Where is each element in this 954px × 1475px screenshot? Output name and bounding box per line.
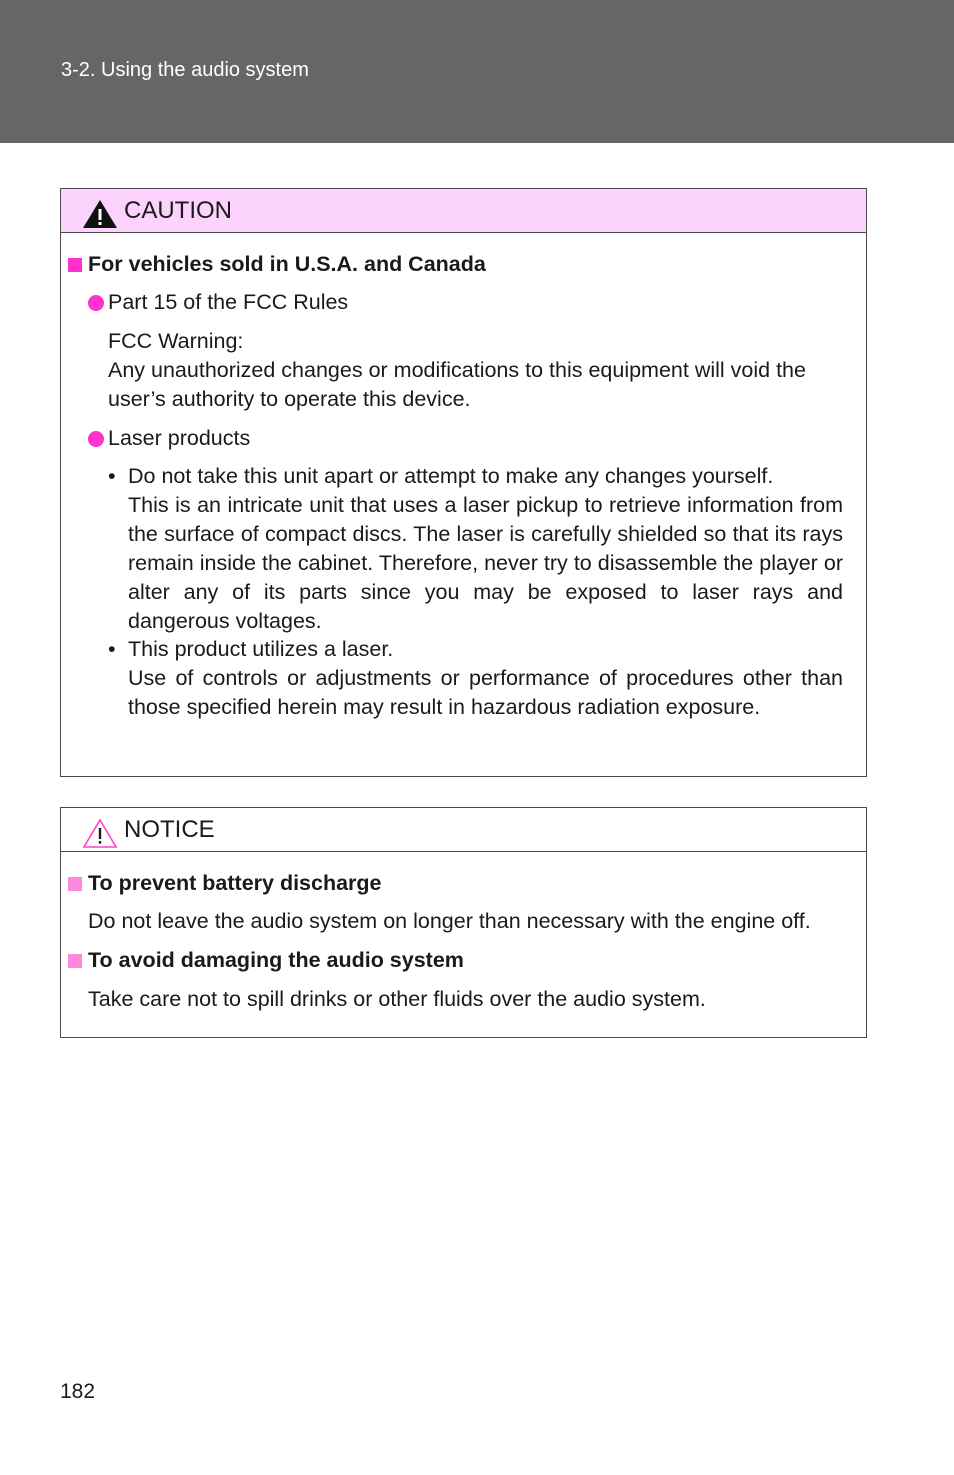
small-bullet-icon: • (108, 464, 116, 488)
circle-bullet-icon (88, 431, 104, 447)
notice-heading-2: To avoid damaging the audio system (68, 946, 464, 975)
notice-text-1: Do not leave the audio system on longer than necessary with the engine off. (88, 909, 811, 933)
page-number: 182 (60, 1380, 96, 1403)
fcc-warning-title: FCC Warning: (108, 329, 244, 353)
caution-section-heading: For vehicles sold in U.S.A. and Canada (68, 250, 486, 279)
laser-item: Laser products (88, 424, 250, 453)
laser-bullet-2 (108, 635, 843, 722)
caution-box (60, 188, 867, 777)
warning-outline-icon (81, 817, 119, 849)
square-bullet-icon (68, 954, 82, 968)
fcc-warning-line2: user’s authority to operate this device. (108, 387, 471, 411)
fcc-item: Part 15 of the FCC Rules (88, 288, 348, 317)
section-title: 3-2. Using the audio system (61, 59, 309, 81)
square-bullet-icon (68, 258, 82, 272)
fcc-warning-line1: Any unauthorized changes or modifications to this equipment will void the (108, 358, 806, 382)
warning-filled-icon (81, 198, 119, 230)
laser-bullet-1 (108, 462, 843, 636)
circle-bullet-icon (88, 295, 104, 311)
notice-heading-1: To prevent battery discharge (68, 869, 382, 898)
laser-bullet-2-lead: This product utilizes a laser. (128, 637, 394, 661)
notice-text-2: Take care not to spill drinks or other fluids over the audio system. (88, 987, 706, 1011)
caution-title: CAUTION (124, 197, 232, 224)
small-bullet-icon: • (108, 637, 116, 661)
notice-header (61, 808, 866, 852)
notice-box (60, 807, 867, 1038)
notice-title: NOTICE (124, 816, 215, 843)
caution-header (61, 189, 866, 233)
laser-bullet-2-body: Use of controls or adjustments or performance of procedures other than those specified herein may result in hazardous radiation exposure. (128, 666, 843, 719)
laser-bullet-1-body: This is an intricate unit that uses a laser pickup to retrieve information from the surface of compact discs. The laser is carefully shielded so that its rays remain inside the cabinet. Therefore, never try to disassemble the player or alter any of its parts since you may be exposed to laser rays and dangerous voltages. (128, 493, 843, 633)
square-bullet-icon (68, 877, 82, 891)
page-header (0, 0, 954, 143)
laser-bullet-1-lead: Do not take this unit apart or attempt to make any changes yourself. (128, 464, 774, 488)
fcc-warning (108, 327, 858, 414)
